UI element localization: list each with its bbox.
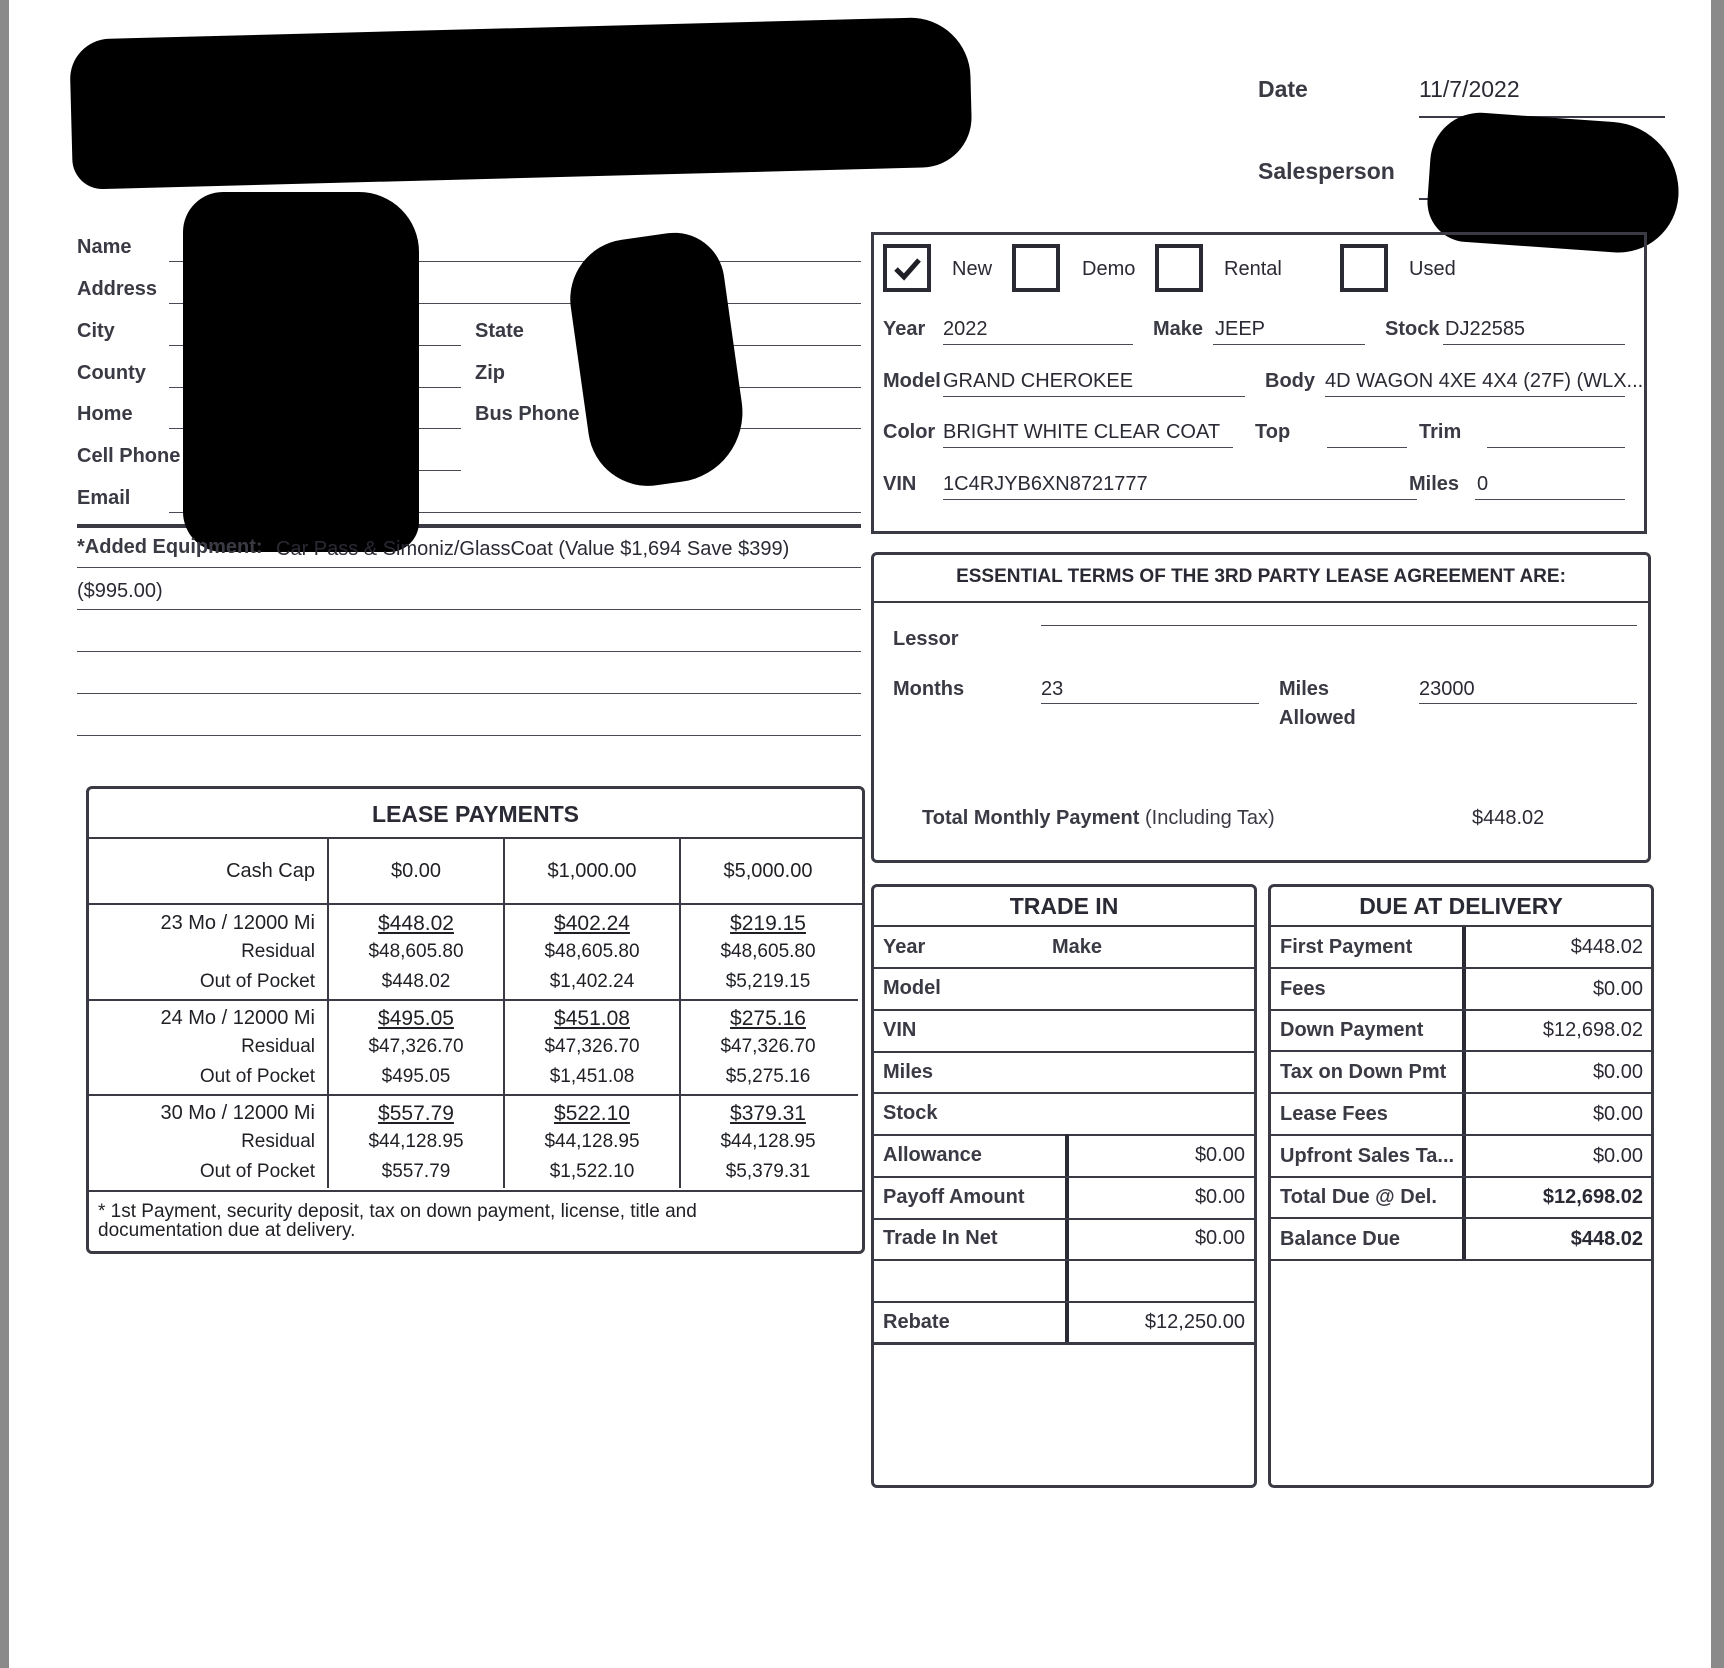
residual-30-1: $44,128.95: [544, 1131, 640, 1152]
lease-bottom-rule: [88, 1190, 863, 1192]
trade-net-label: Trade In Net: [883, 1227, 998, 1249]
residual-24-0: $47,326.70: [368, 1036, 464, 1057]
trade-rule-8: [873, 1259, 1255, 1261]
cash-cap-col-1: $1,000.00: [547, 860, 637, 882]
added-equipment-label: *Added Equipment:: [77, 536, 263, 558]
term-24: 24 Mo / 12000 Mi: [160, 1007, 315, 1029]
residual-label-23: Residual: [241, 941, 315, 962]
vehicle-trim-line: [1487, 447, 1625, 448]
payment-23-1: $402.24: [554, 912, 630, 935]
oop-30-0: $557.79: [381, 1161, 451, 1182]
lease-worksheet: [9, 0, 1711, 1668]
total-monthly-value: $448.02: [1472, 807, 1545, 829]
vehicle-body: 4D WAGON 4XE 4X4 (27F) (WLX...: [1325, 370, 1644, 392]
vehicle-model-line: [943, 396, 1245, 397]
allowance-label: Allowance: [883, 1144, 982, 1166]
checkbox-rental[interactable]: [1155, 244, 1203, 292]
payoff-label: Payoff Amount: [883, 1186, 1025, 1208]
trade-rule-10: [873, 1342, 1255, 1345]
vehicle-stock: DJ22585: [1445, 318, 1526, 340]
months-value: 23: [1041, 678, 1064, 700]
lease-group-rule-1: [88, 999, 858, 1001]
checkmark-icon: [887, 248, 927, 288]
due-row-label: Total Due @ Del.: [1280, 1186, 1437, 1208]
lease-footnote-1: * 1st Payment, security deposit, tax on down payment, license, title and: [98, 1201, 697, 1222]
vehicle-top-line: [1327, 447, 1407, 448]
trade-net-value: $0.00: [1194, 1227, 1245, 1249]
vehicle-model: GRAND CHEROKEE: [943, 370, 1134, 392]
redacted-customer-address: [563, 226, 752, 493]
trade-vin-label: VIN: [883, 1019, 917, 1041]
miles-allowed-value: 23000: [1419, 678, 1475, 700]
payment-30-0: $557.79: [378, 1102, 454, 1125]
oop-30-1: $1,522.10: [549, 1161, 635, 1182]
due-row-value: $0.00: [1592, 978, 1643, 1000]
lease-payments-title: LEASE PAYMENTS: [371, 801, 580, 827]
vehicle-miles-line: [1475, 499, 1625, 500]
term-23: 23 Mo / 12000 Mi: [160, 912, 315, 934]
essential-terms-title: ESSENTIAL TERMS OF THE 3RD PARTY LEASE AGREEMENT ARE:: [956, 566, 1566, 587]
months-label: Months: [893, 678, 965, 700]
oop-23-1: $1,402.24: [549, 971, 635, 992]
salesperson-label: Salesperson: [1258, 158, 1395, 184]
bus-phone-label: Bus Phone: [475, 403, 580, 425]
total-monthly-label: [922, 807, 1275, 830]
trade-miles-label: Miles: [883, 1061, 934, 1083]
oop-23-0: $448.02: [381, 971, 451, 992]
equipment-line-4: [77, 693, 861, 694]
rebate-value: $12,250.00: [1144, 1311, 1245, 1333]
due-row-value: $12,698.02: [1542, 1019, 1643, 1041]
trade-rule-5: [873, 1134, 1255, 1136]
due-row-rule: [1270, 1134, 1652, 1136]
trade-rule-1: [873, 967, 1255, 969]
rebate-label: Rebate: [883, 1311, 950, 1333]
due-row-label: Lease Fees: [1280, 1103, 1388, 1125]
name-label: Name: [77, 236, 132, 258]
vehicle-miles-label: Miles: [1409, 473, 1460, 495]
payment-24-0: $495.05: [378, 1007, 454, 1030]
city-label: City: [77, 320, 115, 342]
trade-rule-6: [873, 1176, 1255, 1178]
vehicle-top-label: Top: [1255, 421, 1291, 443]
trade-rule-9: [873, 1301, 1255, 1303]
address-label: Address: [77, 278, 158, 300]
equipment-line-1: [77, 567, 861, 568]
trade-year-label: Year: [883, 936, 926, 958]
residual-23-1: $48,605.80: [544, 941, 640, 962]
payment-24-2: $275.16: [730, 1007, 806, 1030]
cell-phone-label: Cell Phone: [77, 445, 181, 467]
due-row-label: Down Payment: [1280, 1019, 1424, 1041]
type-used-label: Used: [1409, 258, 1456, 280]
miles-allowed-line: [1419, 703, 1637, 704]
checkbox-new[interactable]: [883, 244, 931, 292]
redacted-dealer-header: [69, 16, 973, 190]
vehicle-trim-label: Trim: [1419, 421, 1462, 443]
trade-title-rule: [873, 925, 1255, 927]
due-row-label: Upfront Sales Ta...: [1280, 1145, 1455, 1167]
lease-title-rule: [88, 837, 863, 839]
vehicle-make-line: [1213, 344, 1365, 345]
vehicle-stock-line: [1443, 344, 1625, 345]
due-at-delivery-title: DUE AT DELIVERY: [1359, 893, 1563, 919]
email-label: Email: [77, 487, 131, 509]
zip-label: Zip: [475, 362, 505, 384]
trade-make-label: Make: [1052, 936, 1103, 958]
due-row-rule: [1270, 1217, 1652, 1219]
vehicle-color-line: [943, 447, 1233, 448]
payment-30-1: $522.10: [554, 1102, 630, 1125]
trade-in-title: TRADE IN: [1009, 893, 1119, 919]
county-label: County: [77, 362, 146, 384]
vehicle-model-label: Model: [883, 370, 941, 392]
miles-allowed-label-1: Miles: [1279, 678, 1330, 700]
cash-cap-col-2: $5,000.00: [723, 860, 813, 882]
residual-24-2: $47,326.70: [720, 1036, 816, 1057]
due-row-label: Fees: [1280, 978, 1326, 1000]
added-equipment-line2: ($995.00): [77, 580, 163, 602]
oop-24-0: $495.05: [381, 1066, 451, 1087]
vehicle-year: 2022: [943, 318, 988, 340]
vehicle-stock-label: Stock: [1385, 318, 1440, 340]
state-label: State: [475, 320, 524, 342]
due-row-value: $448.02: [1570, 936, 1643, 958]
date-value: 11/7/2022: [1419, 76, 1520, 102]
oop-30-2: $5,379.31: [725, 1161, 811, 1182]
equipment-line-3: [77, 651, 861, 652]
due-row-label: Balance Due: [1280, 1228, 1401, 1250]
added-equipment-line1: Car Pass & Simoniz/GlassCoat (Value $1,694 Save $399): [276, 538, 790, 560]
due-row-rule: [1270, 1259, 1652, 1261]
residual-label-30: Residual: [241, 1131, 315, 1152]
lessor-label: Lessor: [893, 628, 959, 650]
due-col-sep: [1462, 927, 1466, 1261]
due-row-rule: [1270, 967, 1652, 969]
due-row-value: $0.00: [1592, 1061, 1643, 1083]
checkbox-demo[interactable]: [1012, 244, 1060, 292]
vehicle-vin-label: VIN: [883, 473, 917, 495]
vehicle-color: BRIGHT WHITE CLEAR COAT: [943, 421, 1221, 443]
allowance-value: $0.00: [1194, 1144, 1245, 1166]
total-monthly-note: (Including Tax): [1144, 807, 1275, 829]
oop-24-2: $5,275.16: [725, 1066, 811, 1087]
due-row-value: $0.00: [1592, 1103, 1643, 1125]
due-row-rule: [1270, 1009, 1652, 1011]
months-line: [1041, 703, 1259, 704]
vehicle-make-label: Make: [1153, 318, 1204, 340]
residual-30-0: $44,128.95: [368, 1131, 464, 1152]
residual-24-1: $47,326.70: [544, 1036, 640, 1057]
lease-group-rule-2: [88, 1094, 858, 1096]
payoff-value: $0.00: [1194, 1186, 1245, 1208]
essential-terms-title-rule: [873, 601, 1649, 603]
vehicle-vin: 1C4RJYB6XN8721777: [943, 473, 1148, 495]
vehicle-year-line: [943, 344, 1133, 345]
residual-23-2: $48,605.80: [720, 941, 816, 962]
vehicle-vin-line: [943, 499, 1417, 500]
trade-rule-2: [873, 1009, 1255, 1011]
due-row-rule: [1270, 1050, 1652, 1052]
oop-23-2: $5,219.15: [725, 971, 811, 992]
trade-rule-3: [873, 1051, 1255, 1053]
vehicle-color-label: Color: [883, 421, 936, 443]
vehicle-miles: 0: [1477, 473, 1489, 495]
residual-label-24: Residual: [241, 1036, 315, 1057]
equipment-line-5: [77, 735, 861, 736]
trade-stock-label: Stock: [883, 1102, 938, 1124]
trade-model-label: Model: [883, 977, 941, 999]
checkbox-used[interactable]: [1340, 244, 1388, 292]
vehicle-make: JEEP: [1215, 318, 1266, 340]
vehicle-year-label: Year: [883, 318, 926, 340]
payment-24-1: $451.08: [554, 1007, 630, 1030]
due-row-label: First Payment: [1280, 936, 1413, 958]
vehicle-body-line: [1325, 396, 1625, 397]
payment-23-0: $448.02: [378, 912, 454, 935]
equipment-line-2: [77, 609, 861, 610]
lease-header-rule: [88, 903, 863, 905]
residual-23-0: $48,605.80: [368, 941, 464, 962]
vehicle-body-label: Body: [1265, 370, 1315, 392]
type-new-label: New: [952, 258, 993, 280]
lease-footnote-2: documentation due at delivery.: [98, 1220, 356, 1241]
due-row-value: $0.00: [1592, 1145, 1643, 1167]
cash-cap-col-0: $0.00: [390, 860, 442, 882]
due-row-rule: [1270, 1092, 1652, 1094]
trade-col-sep: [1065, 1134, 1069, 1343]
trade-rule-4: [873, 1092, 1255, 1094]
due-row-value: $12,698.02: [1542, 1186, 1643, 1208]
due-row-rule: [1270, 1176, 1652, 1178]
total-monthly-text: Total Monthly Payment: [922, 807, 1140, 829]
payment-30-2: $379.31: [730, 1102, 806, 1125]
lessor-line: [1041, 625, 1637, 626]
term-30: 30 Mo / 12000 Mi: [160, 1102, 315, 1124]
date-label: Date: [1258, 76, 1308, 102]
type-demo-label: Demo: [1082, 258, 1136, 280]
due-row-value: $448.02: [1570, 1228, 1643, 1250]
oop-label-30: Out of Pocket: [199, 1161, 315, 1182]
trade-rule-7: [873, 1218, 1255, 1220]
redacted-customer-info: [183, 192, 419, 552]
home-label: Home: [77, 403, 133, 425]
due-title-rule: [1270, 925, 1652, 927]
oop-24-1: $1,451.08: [549, 1066, 635, 1087]
miles-allowed-label-2: Allowed: [1279, 707, 1356, 729]
oop-label-24: Out of Pocket: [199, 1066, 315, 1087]
residual-30-2: $44,128.95: [720, 1131, 816, 1152]
oop-label-23: Out of Pocket: [199, 971, 315, 992]
due-row-label: Tax on Down Pmt: [1280, 1061, 1447, 1083]
payment-23-2: $219.15: [730, 912, 806, 935]
cash-cap-label: Cash Cap: [226, 860, 315, 882]
type-rental-label: Rental: [1224, 258, 1282, 280]
